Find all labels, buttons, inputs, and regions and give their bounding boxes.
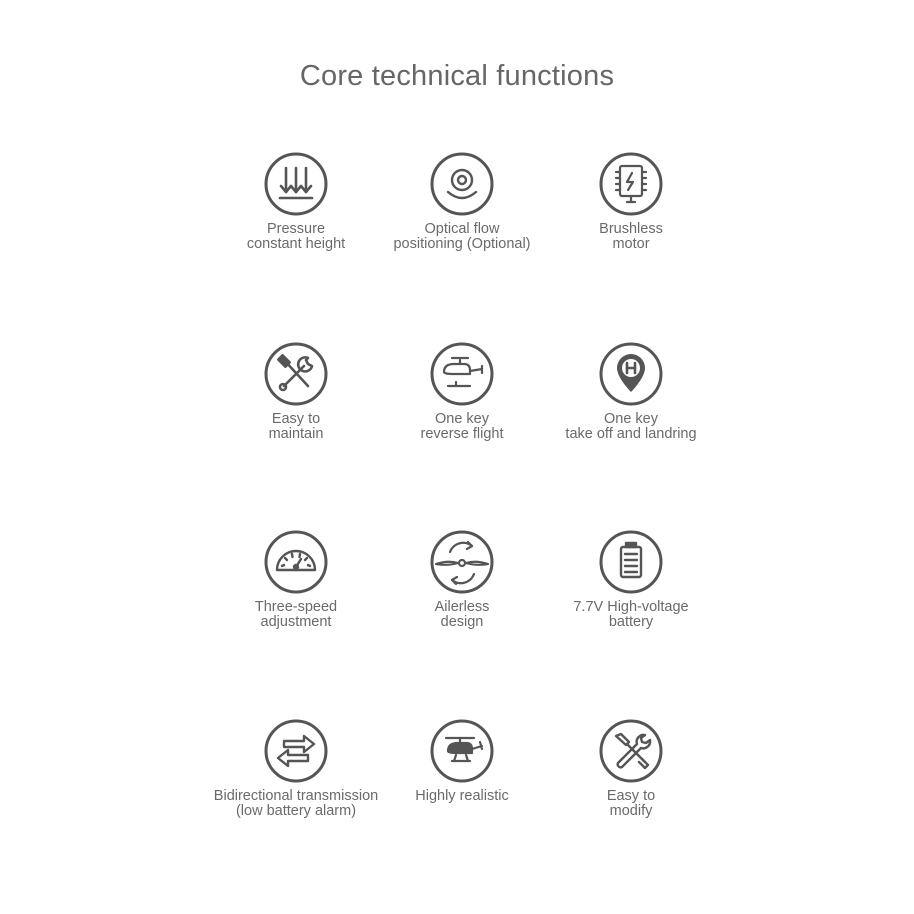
tools-icon [599, 719, 663, 783]
feature-label-line: One key [604, 411, 658, 427]
feature-label-line: Brushless [599, 221, 663, 237]
battery-icon [599, 530, 663, 594]
feature-label-line: take off and landring [565, 425, 697, 442]
feature-label-line: Three-speed [254, 599, 338, 615]
feature-label-line: reverse flight [420, 425, 504, 442]
wrench-screwdriver-icon [264, 342, 328, 406]
feature-label-line: 7.7V High-voltage [573, 599, 689, 615]
feature-takeoff-landing [516, 342, 746, 441]
helicopter-reverse-icon [430, 342, 494, 406]
speedometer-icon [264, 530, 328, 594]
feature-label-line: Easy to [271, 411, 321, 427]
feature-label-line: battery [608, 613, 654, 630]
feature-label-line: Easy to [606, 788, 656, 804]
feature-label-line: motor [612, 235, 650, 252]
pressure-arrows-icon [264, 152, 328, 216]
feature-label-line: constant height [246, 235, 346, 252]
feature-label-line: positioning (Optional) [393, 235, 531, 252]
optical-flow-icon [430, 152, 494, 216]
feature-label-line: One key [435, 411, 489, 427]
feature-label-line: Ailerless [434, 599, 490, 615]
rotor-rotate-icon [430, 530, 494, 594]
feature-battery [516, 530, 746, 629]
feature-label-line: adjustment [260, 613, 332, 630]
feature-label-line: Optical flow [424, 221, 500, 237]
feature-label-line: Pressure [266, 221, 326, 237]
brushless-motor-icon [599, 152, 663, 216]
feature-label-line: Bidirectional transmission [213, 788, 379, 804]
page-title: Core technical functions [299, 60, 615, 92]
feature-label-line: maintain [268, 425, 324, 442]
helicopter-icon [430, 719, 494, 783]
feature-label-line: design [440, 613, 484, 630]
feature-label-line: modify [609, 802, 653, 819]
helipad-pin-icon [599, 342, 663, 406]
feature-easy-modify [516, 719, 746, 818]
bidirectional-arrows-icon [264, 719, 328, 783]
feature-label-line: (low battery alarm) [235, 802, 357, 819]
feature-brushless-motor [516, 152, 746, 251]
feature-label-line: Highly realistic [415, 788, 509, 804]
